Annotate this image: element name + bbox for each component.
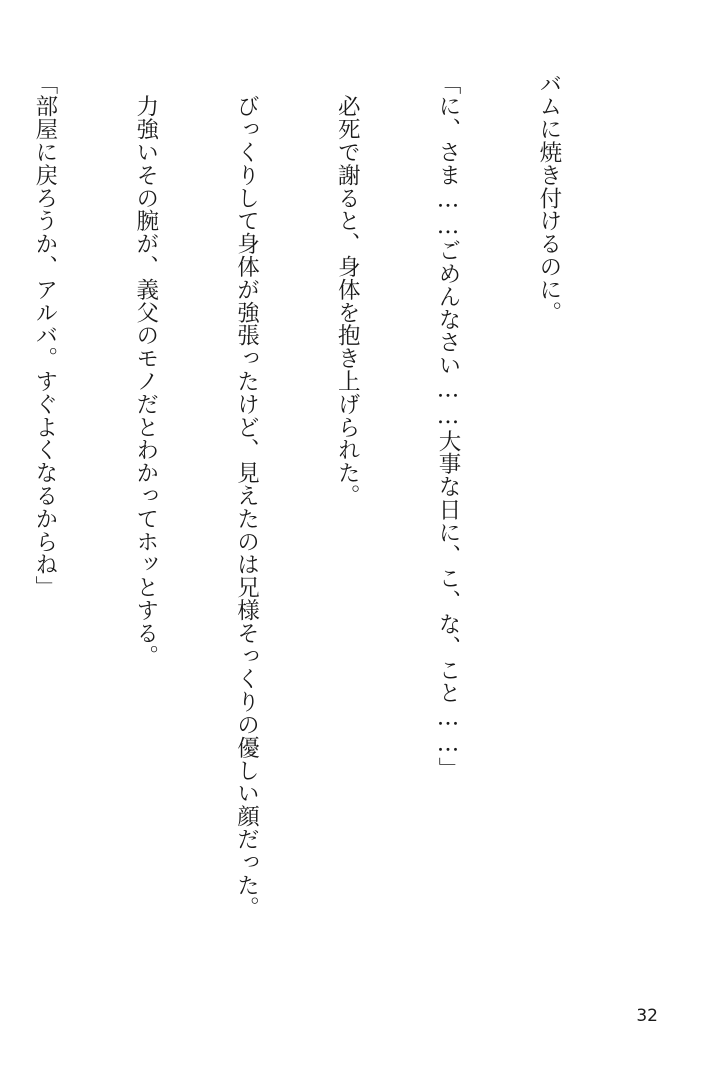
text-line: 必死で謝ると、身体を抱き上げられた。 [334,72,361,508]
text-line: 「に、さま……ごめんなさい……大事な日に、こ、な、こと……」 [435,72,462,780]
vertical-text-body [0,72,632,952]
text-line: 力強いその腕が、義父のモノだとわかってホッとする。 [132,72,159,668]
text-line: 「部屋に戻ろうか、アルバ。すぐよくなるからね」 [31,72,58,599]
text-line: びっくりして身体が強張ったけど、見えたのは兄様そっくりの優しい顔だった。 [233,72,260,920]
page-number: 32 [636,1006,658,1026]
text-line: バムに焼き付けるのに。 [535,72,562,324]
